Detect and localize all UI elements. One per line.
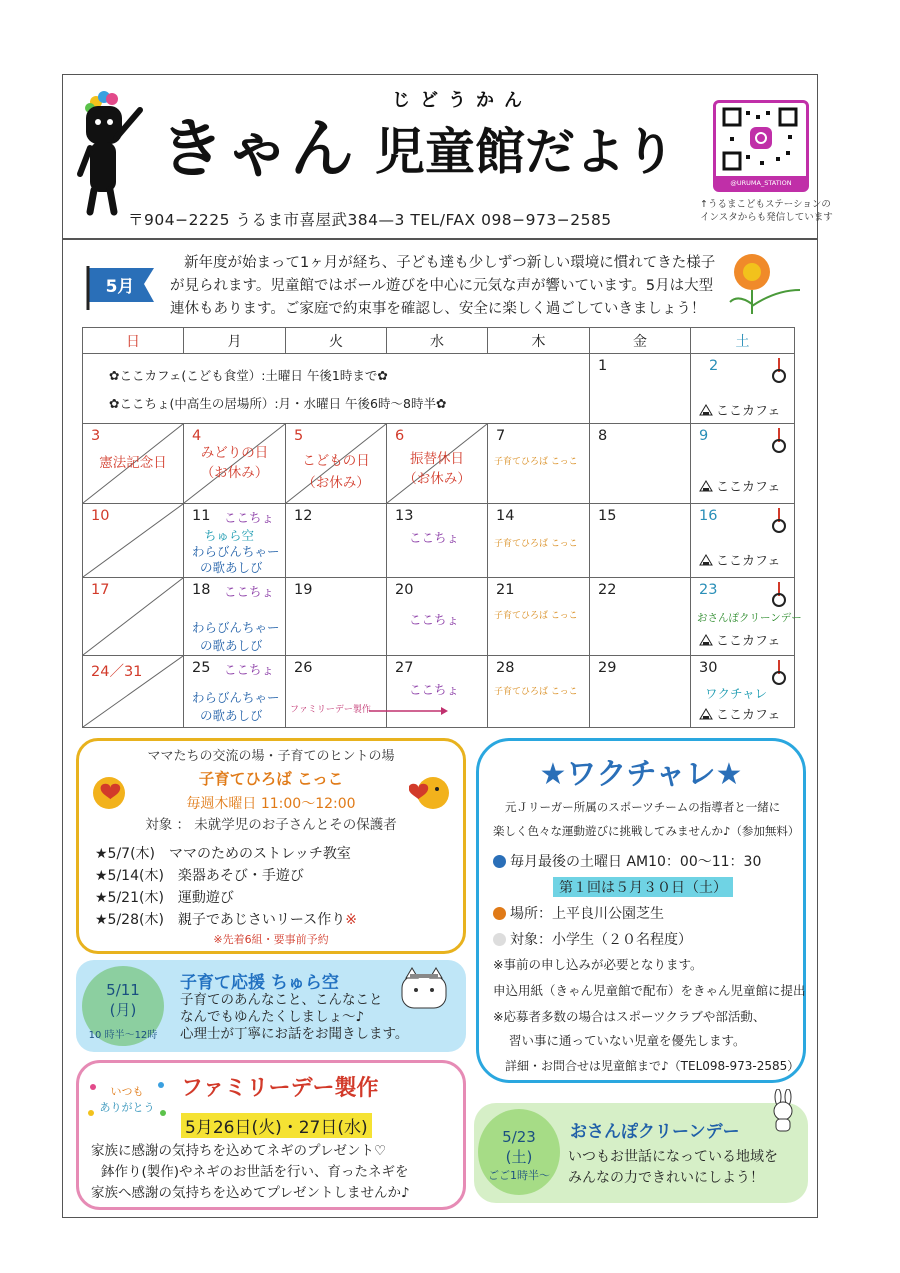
- calendar-day-cell: 6 振替休日 （お休み）: [387, 424, 488, 504]
- calendar-day-cell: 26 ファミリーデー製作: [286, 656, 387, 728]
- svg-text:ありがとう: ありがとう: [99, 1101, 155, 1114]
- kokko-header: ママたちの交流の場・子育てのヒントの場: [147, 749, 395, 764]
- qr-note: ↑うるまこどもステーションの インスタからも発信しています: [700, 199, 833, 223]
- kokocho-label: ここちょ: [224, 662, 275, 677]
- osanpo-label: おさんぽクリーンデー: [697, 612, 802, 624]
- wakuchare-contact: 詳細・お問合せは児童館まで♪（TEL098-973-2585）: [505, 1059, 800, 1073]
- calendar-day-cell: 12: [286, 504, 387, 578]
- wakuchare-note-1: ※事前の申し込みが必要となります。: [493, 957, 703, 972]
- chura-description: 子育てのあんなこと、こんなこと なんでもゆんたくしましょ～♪ 心理士が丁寧にお話をお聞きします。: [180, 992, 409, 1042]
- chick-heart-icon: [409, 771, 453, 817]
- kokocho-label: ここちょ: [409, 530, 460, 545]
- calendar-day-cell: 28 子育てひろば こっこ: [488, 656, 590, 728]
- kokocho-info: ✿ここちょ(中高生の居場所）:月・水曜日 午後6時～8時半✿: [109, 396, 447, 411]
- calendar-info-cell: [83, 354, 590, 424]
- calendar-day-cell: 19: [286, 578, 387, 656]
- family-day-title: ファミリーデー製作: [181, 1076, 379, 1101]
- chura-date-badge: 5/11 (月) 10 時半～12時: [82, 966, 164, 1046]
- holiday-closed: （お休み）: [403, 471, 471, 487]
- warabincha-label-2: の歌あしび: [200, 560, 263, 575]
- holiday-closed: （お休み）: [302, 475, 370, 491]
- calendar-week-5: [83, 656, 795, 728]
- address-line: 〒904−2225 うるま市喜屋武384—3 TEL/FAX 098−973−2585: [128, 211, 612, 229]
- list-item: ★5/7(木) ママのためのストレッチ教室: [95, 846, 351, 862]
- wakuchare-note-4: 習い事に通っていない児童を優先します。: [509, 1033, 746, 1048]
- calendar-day-cell: 21 子育てひろば こっこ: [488, 578, 590, 656]
- calendar-day-cell: 24／31: [83, 656, 184, 728]
- cafe-label: ここカフェ: [699, 400, 780, 419]
- kokko-title: 子育てひろば こっこ: [198, 770, 344, 788]
- clean-day-title: おさんぽクリーンデー: [570, 1122, 740, 1142]
- newsletter-title: きゃん: [160, 113, 355, 187]
- weekday-fri: 金: [590, 328, 691, 354]
- calendar-day-cell: 5 こどもの日 （お休み）: [286, 424, 387, 504]
- calendar-day-cell: 1: [590, 354, 691, 424]
- unicycle-icon: [770, 658, 788, 686]
- chick-heart-icon: [89, 771, 133, 817]
- month-flag-label: 5月: [105, 277, 135, 297]
- cafe-label: ここカフェ: [699, 630, 780, 649]
- warabincha-label: わらびんちゃー: [192, 544, 280, 559]
- kokko-schedule: 毎週木曜日 11:00～12:00: [186, 796, 356, 812]
- family-day-label: ファミリーデー製作: [290, 705, 371, 715]
- soccer-ball-icon: [493, 855, 506, 868]
- warabincha-label: わらびんちゃー: [192, 690, 280, 705]
- wakuchare-target: 対象：小学生（２０名程度）: [493, 929, 692, 949]
- kokko-note: ※先着6組・要事前予約: [213, 933, 329, 946]
- kokko-label: 子育てひろば こっこ: [494, 539, 578, 549]
- calendar-day-cell: 16 ここカフェ: [691, 504, 795, 578]
- calendar-day-cell: 17: [83, 578, 184, 656]
- kokocho-label: ここちょ: [224, 510, 275, 525]
- kokocho-label: ここちょ: [224, 584, 275, 599]
- chura-label: ちゅら空: [204, 528, 255, 543]
- holiday-label: 憲法記念日: [99, 455, 167, 471]
- cafe-label: ここカフェ: [699, 476, 780, 495]
- title-ruby: じどうかん: [392, 90, 532, 111]
- onigiri-icon: [699, 708, 713, 720]
- holiday-label: 振替休日: [410, 451, 464, 467]
- cat-icon: [396, 966, 452, 1012]
- clean-date-badge: 5/23 (土) ごご1時半～: [478, 1109, 560, 1195]
- onigiri-icon: [699, 480, 713, 492]
- wakuchare-schedule: 毎月最後の土曜日 AM10：00～11：30: [493, 851, 761, 871]
- clean-day-description: いつもお世話になっている地域を みんなの力できれいにしよう！: [568, 1149, 778, 1186]
- weekday-tue: 火: [286, 328, 387, 354]
- calendar-day-cell: 23 おさんぽクリーンデー ここカフェ: [691, 578, 795, 656]
- holiday-closed: （お休み）: [200, 465, 269, 481]
- kokko-label: 子育てひろば こっこ: [494, 457, 578, 467]
- chura-title: 子育て応援 ちゅら空: [180, 973, 339, 993]
- unicycle-icon: [770, 506, 788, 534]
- wakuchare-section: [476, 738, 806, 1083]
- intro-message: 新年度が始まって1ヶ月が経ち、子ども達も少しずつ新しい環境に慣れてきた様子 が見られます。児童館ではボール遊びを中心に元気な声が響いています。5月は大型 連休もあります。ご家庭で約束事を確認し、安全に楽しく過ごしていきましょう！: [170, 255, 716, 317]
- kokko-label: 子育てひろば こっこ: [494, 687, 578, 697]
- qr-label: @URUMA_STATION: [716, 176, 806, 190]
- cafe-label: ここカフェ: [699, 550, 780, 569]
- calendar-day-cell: 18 ここちょ わらびんちゃー の歌あしび: [184, 578, 286, 656]
- clean-day-section: [474, 1103, 808, 1203]
- calendar-day-cell: 8: [590, 424, 691, 504]
- calendar-week-1: [83, 354, 795, 424]
- weekday-mon: 月: [184, 328, 286, 354]
- wakuchare-desc-2: 楽しく色々な運動遊びに挑戦してみませんか♪（参加無料）: [493, 824, 800, 838]
- calendar-day-cell: 9 ここカフェ: [691, 424, 795, 504]
- calendar-day-cell: 15: [590, 504, 691, 578]
- wakuchare-note-2: 申込用紙（きゃん児童館で配布）をきゃん児童館に提出: [493, 983, 806, 998]
- wakuchare-place: 場所：上平良川公園芝生: [493, 903, 664, 923]
- warabincha-label-2: の歌あしび: [200, 638, 263, 653]
- calendar-header-row: [83, 328, 795, 354]
- list-item: ★5/28(木) 親子であじさいリース作り※: [95, 912, 357, 928]
- calendar-week-4: [83, 578, 795, 656]
- weekday-sat: 土: [691, 328, 795, 354]
- mascot-illustration: [76, 88, 146, 218]
- calendar-table: [82, 327, 802, 728]
- calendar-day-cell: 29: [590, 656, 691, 728]
- kokko-section: [76, 738, 466, 954]
- wakuchare-title: ★ワクチャレ★: [539, 757, 743, 792]
- calendar-day-cell: 2 ここカフェ: [691, 354, 795, 424]
- basketball-icon: [493, 907, 506, 920]
- cafe-info: ✿ここカフェ(こども食堂）:土曜日 午後1時まで✿: [109, 368, 388, 383]
- svg-text:いつも: いつも: [110, 1085, 144, 1098]
- list-item: ★5/14(木) 楽器あそび・手遊び: [95, 868, 304, 884]
- wakuchare-desc-1: 元Ｊリーガー所属のスポーツチームの指導者と一緒に: [505, 800, 781, 814]
- kokko-label: 子育てひろば こっこ: [494, 611, 578, 621]
- family-day-section: [76, 1060, 466, 1210]
- weekday-sun: 日: [83, 328, 184, 354]
- kokko-event-list: [95, 843, 357, 931]
- newsletter-subtitle: 児童館だより: [375, 123, 675, 181]
- header-divider: [62, 238, 818, 240]
- warabincha-label: わらびんちゃー: [192, 620, 280, 635]
- warabincha-label-2: の歌あしび: [200, 708, 263, 723]
- rabbit-icon: [768, 1089, 798, 1133]
- volleyball-icon: [493, 933, 506, 946]
- onigiri-icon: [699, 554, 713, 566]
- calendar-day-cell: 3 憲法記念日: [83, 424, 184, 504]
- calendar-week-3: [83, 504, 795, 578]
- kokocho-label: ここちょ: [409, 682, 460, 697]
- onigiri-icon: [699, 404, 713, 416]
- thank-you-badge-icon: [85, 1077, 169, 1121]
- calendar-week-2: [83, 424, 795, 504]
- list-item: ★5/21(木) 運動遊び: [95, 890, 234, 906]
- month-flag-icon: [84, 262, 164, 312]
- cafe-label: ここカフェ: [699, 704, 780, 723]
- kokko-target: 対象 ： 未就学児のお子さんとその保護者: [145, 817, 397, 833]
- wakuchare-first-date: 第１回は５月３０日（土）: [553, 877, 733, 897]
- arrow-right-icon: [369, 706, 449, 716]
- calendar-day-cell: 14 子育てひろば こっこ: [488, 504, 590, 578]
- calendar-day-cell: 10: [83, 504, 184, 578]
- weekday-wed: 水: [387, 328, 488, 354]
- chura-section: [76, 960, 466, 1052]
- calendar-day-cell: 7 子育てひろば こっこ: [488, 424, 590, 504]
- weekday-thu: 木: [488, 328, 590, 354]
- instagram-qr-code[interactable]: [713, 100, 809, 192]
- unicycle-icon: [770, 580, 788, 608]
- onigiri-icon: [699, 634, 713, 646]
- calendar-day-cell: 11 ここちょ ちゅら空 わらびんちゃー の歌あしび: [184, 504, 286, 578]
- wakuchare-note-3: ※応募者多数の場合はスポーツクラブや部活動、: [493, 1009, 766, 1024]
- holiday-label: みどりの日: [200, 445, 269, 461]
- calendar-day-cell: 20 ここちょ: [387, 578, 488, 656]
- qr-pattern-icon: [716, 103, 806, 175]
- calendar-day-cell: 4 みどりの日 （お休み）: [184, 424, 286, 504]
- unicycle-icon: [770, 356, 788, 384]
- calendar-day-cell: 13 ここちょ: [387, 504, 488, 578]
- family-day-description: 家族に感謝の気持ちを込めてネギのプレゼント♡ 鉢作り(製作)やネギのお世話を行い、育ったネギを 家族へ感謝の気持ちを込めてプレゼントしませんか♪: [91, 1143, 410, 1201]
- flower-icon: [716, 250, 806, 316]
- holiday-label: こどもの日: [302, 453, 370, 469]
- calendar-day-cell: 22: [590, 578, 691, 656]
- calendar-day-cell: 27 ここちょ: [387, 656, 488, 728]
- calendar-day-cell: 25 ここちょ わらびんちゃー の歌あしび: [184, 656, 286, 728]
- calendar-day-cell: 30 ワクチャレ ここカフェ: [691, 656, 795, 728]
- family-day-dates: 5月26日(火)・27日(水): [181, 1113, 372, 1138]
- unicycle-icon: [770, 426, 788, 454]
- kokocho-label: ここちょ: [409, 612, 460, 627]
- wakuchare-label: ワクチャレ: [705, 686, 768, 701]
